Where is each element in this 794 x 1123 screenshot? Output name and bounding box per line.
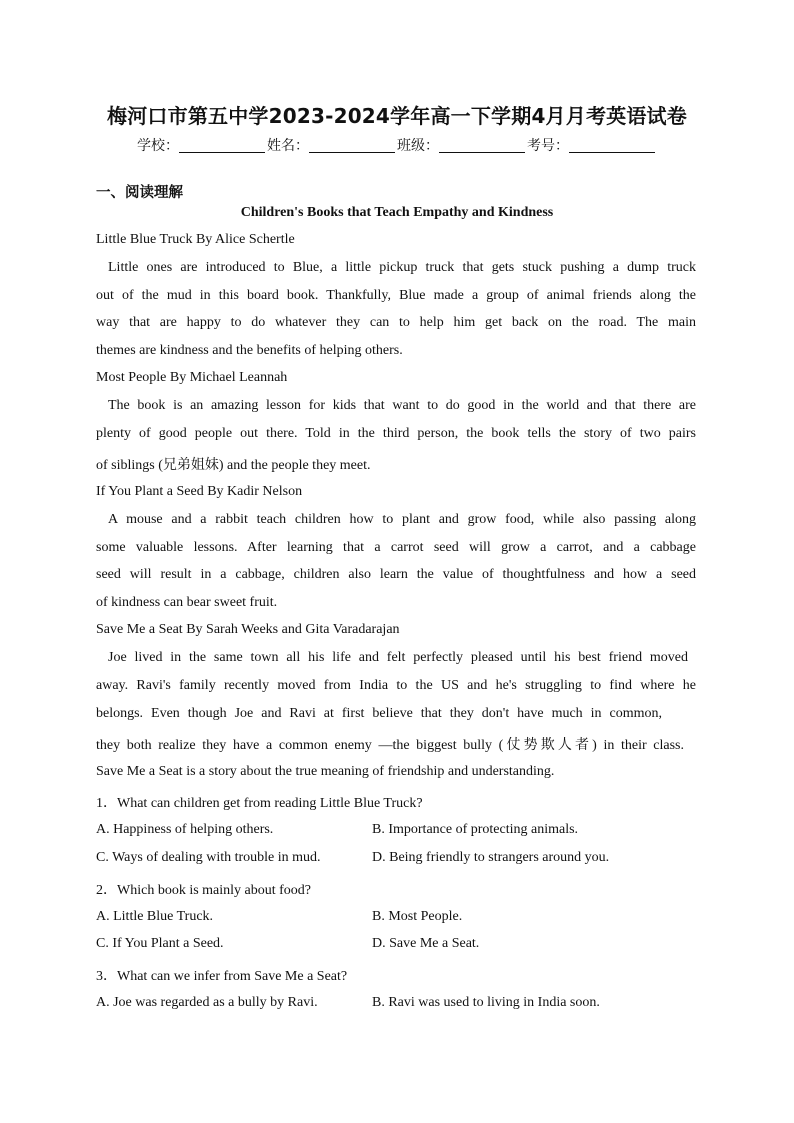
question-2-option-c[interactable]: C. If You Plant a Seed. <box>96 936 224 951</box>
passage-line: Save Me a Seat is a story about the true meaning of friendship and understanding. <box>96 764 555 779</box>
exam-number-field <box>527 135 657 155</box>
exam-title: 梅河口市第五中学2023-2024学年高一下学期4月月考英语试卷 <box>107 104 687 128</box>
question-3-stem: 3．What can we infer from Save Me a Seat? <box>96 969 348 984</box>
passage-line: Little ones are introduced to Blue, a little pickup truck that gets stuck pushing a dump truck <box>108 260 696 275</box>
passage-line: Joe lived in the same town all his life and felt perfectly pleased until his best friend moved <box>108 650 688 665</box>
school-blank[interactable] <box>179 138 265 153</box>
question-3-option-b[interactable]: B. Ravi was used to living in India soon. <box>372 995 600 1010</box>
passage-line: out of the mud in this board book. Thankfully, Blue made a group of animal friends along the <box>96 288 696 303</box>
passage-line: way that are happy to do whatever they can to help him get back on the road. The main <box>96 315 696 330</box>
passage-line: plenty of good people out there. Told in the third person, the book tells the story of two pairs <box>96 426 696 441</box>
question-1-stem: 1．What can children get from reading Little Blue Truck? <box>96 796 423 811</box>
student-info-line <box>0 135 794 155</box>
class-blank[interactable] <box>439 138 525 153</box>
class-field <box>397 135 527 155</box>
exam-number-label: 考号： <box>527 138 569 154</box>
passage-line: themes are kindness and the benefits of helping others. <box>96 343 403 358</box>
question-2-option-d[interactable]: D. Save Me a Seat. <box>372 936 480 951</box>
question-2-option-b[interactable]: B. Most People. <box>372 909 463 924</box>
book-title-4: Save Me a Seat By Sarah Weeks and Gita Varadarajan <box>96 622 400 637</box>
book-title-2: Most People By Michael Leannah <box>96 370 288 385</box>
passage-line: A mouse and a rabbit teach children how to plant and grow food, while also passing along <box>108 512 696 527</box>
article-title: Children's Books that Teach Empathy and Kindness <box>240 205 554 220</box>
passage-line: some valuable lessons. After learning that a carrot seed will grow a carrot, and a cabbage <box>96 540 696 555</box>
passage-line: away. Ravi's family recently moved from India to the US and he's struggling to find where he <box>96 678 696 693</box>
passage-line: The book is an amazing lesson for kids that want to do good in the world and that there are <box>108 398 696 413</box>
passage-line: of siblings (兄弟姐妹) and the people they meet. <box>96 458 371 473</box>
exam-number-blank[interactable] <box>569 138 655 153</box>
name-blank[interactable] <box>309 138 395 153</box>
name-label: 姓名： <box>267 138 309 154</box>
name-field <box>267 135 397 155</box>
passage-line: seed will result in a cabbage, children also learn the value of thoughtfulness and how a seed <box>96 567 696 582</box>
passage-line: they both realize they have a common enemy —the biggest bully (仗势欺人者) in their class. <box>96 738 684 753</box>
question-1-option-d[interactable]: D. Being friendly to strangers around you. <box>372 850 610 865</box>
question-1-option-b[interactable]: B. Importance of protecting animals. <box>372 822 579 837</box>
question-2-stem: 2．Which book is mainly about food? <box>96 883 312 898</box>
question-2-option-a[interactable]: A. Little Blue Truck. <box>96 909 214 924</box>
passage-line: belongs. Even though Joe and Ravi at first believe that they don't have much in common, <box>96 706 662 721</box>
question-3-option-a[interactable]: A. Joe was regarded as a bully by Ravi. <box>96 995 318 1010</box>
passage-line: of kindness can bear sweet fruit. <box>96 595 278 610</box>
book-title-3: If You Plant a Seed By Kadir Nelson <box>96 484 303 499</box>
class-label: 班级： <box>397 138 439 154</box>
book-title-1: Little Blue Truck By Alice Schertle <box>96 232 295 247</box>
question-1-option-a[interactable]: A. Happiness of helping others. <box>96 822 274 837</box>
section-heading: 一、阅读理解 <box>96 185 183 201</box>
school-field <box>137 135 267 155</box>
question-1-option-c[interactable]: C. Ways of dealing with trouble in mud. <box>96 850 321 865</box>
school-label: 学校： <box>137 138 179 154</box>
